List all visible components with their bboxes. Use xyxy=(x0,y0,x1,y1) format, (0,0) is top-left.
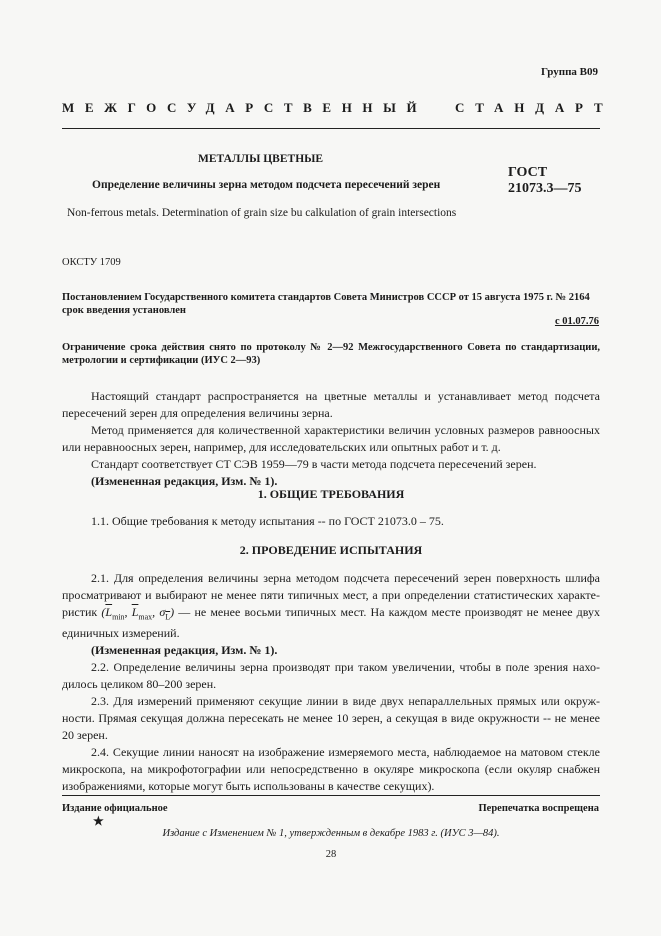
restriction-text: Ограничение срока действия снято по протоколу № 2—92 Межгосударственного Совета по стандартизации, метрологии и сертификации (ИУС 2—93) xyxy=(62,342,600,366)
edition-note: Издание с Изменением № 1, утвержденным в декабре 1983 г. (ИУС 3—84). xyxy=(162,828,500,839)
statistics-formula: ($\overline{L}_{min}$, $\overline{L}_{max}$, $\sigma_{\overline{L}}$) xyxy=(101,605,179,622)
top-divider xyxy=(62,128,600,129)
reprint-prohibited-label: Перепечатка воспрещена xyxy=(478,803,599,814)
intro-paragraph: Настоящий стандарт распространяется на цветные металлы и устанавливает метод подсчета пересечений зерен для определения величины зерна. xyxy=(62,389,600,420)
document-title: МЕТАЛЛЫ ЦВЕТНЫЕ xyxy=(198,153,324,165)
intro-paragraph: Метод применяется для количественной характеристики величин условных размеров равноосных или неравноосных зерен, например, для исследовательских или опытных работ и т. д. xyxy=(62,423,600,454)
document-subtitle: Определение величины зерна методом подсчета пересечений зерен xyxy=(92,179,441,191)
gost-designation xyxy=(508,165,582,197)
clause-paragraph xyxy=(62,570,600,642)
gost-number: 21073.3—75 xyxy=(508,181,582,196)
bottom-divider xyxy=(62,795,600,796)
clause-text: — не менее восьми типичных мест. На каждом месте производят не менее двух единичных измерений. xyxy=(62,605,601,641)
clause-paragraph: 1.1. Общие требования к методу испытания -- по ГОСТ 21073.0 – 75. xyxy=(91,514,444,528)
clause-paragraph: 2.4. Секущие линии наносят на изображение измеряемого места, наблюдаемое на матовом стекле микроскопа, на микрофотографии или непосредственно в окуляре микроскопа (если окуляр снабжен изображениями, которые могут быть использованы в качестве секущих). xyxy=(62,745,600,794)
standard-type-left: МЕЖГОСУДАРСТВЕННЫЙ xyxy=(62,100,428,115)
official-edition-label: Издание официальное xyxy=(62,803,168,814)
section-heading: 1. ОБЩИЕ ТРЕБОВАНИЯ xyxy=(257,487,405,501)
clause-paragraph: 2.3. Для измерений применяют секущие линии в виде двух непараллельных прямых или окруж-ности. Прямая секущая должна пересекать не менее 10 зерен, а секущая в виде окружности -- не менее 20 зерен. xyxy=(62,694,600,743)
group-code: Группа В09 xyxy=(540,66,598,78)
english-title: Non-ferrous metals. Determination of grain size bu calkulation of grain intersections xyxy=(67,207,457,219)
section-heading: 2. ПРОВЕДЕНИЕ ИСПЫТАНИЯ xyxy=(239,543,423,557)
amendment-note: (Измененная редакция, Изм. № 1). xyxy=(91,643,278,658)
effective-date: с 01.07.76 xyxy=(554,316,599,327)
page-number: 28 xyxy=(325,849,337,860)
clause-text: 2.1. Для определения величины зерна методом подсчета пересечений зерен поверхность шлифа просматривают и выбирают не менее пяти типичных мест, а при определении статистических характе-ристик xyxy=(62,571,600,619)
star-icon: ★ xyxy=(93,814,104,828)
section1-block xyxy=(62,513,600,530)
clause-paragraph: 2.2. Определение величины зерна производят при таком увеличении, чтобы в поле зрения нахо-дилось целиком 80–200 зерен. xyxy=(62,660,600,692)
intro-paragraph: Стандарт соответствует СТ СЭВ 1959—79 в части метода подсчета пересечений зерен. xyxy=(91,457,537,471)
section2-block xyxy=(62,570,600,795)
standard-type-right: СТАНДАРТ xyxy=(455,100,614,115)
gost-label: ГОСТ xyxy=(508,165,548,180)
oksty-code: ОКСТУ 1709 xyxy=(62,257,121,268)
intro-block xyxy=(62,388,600,490)
decree-text: Постановлением Государственного комитета стандартов Совета Министров СССР от 15 августа 1975 г. № 2164 срок введения установлен xyxy=(62,292,590,316)
amendment-note: (Измененная редакция, Изм. № 1). xyxy=(91,474,278,488)
